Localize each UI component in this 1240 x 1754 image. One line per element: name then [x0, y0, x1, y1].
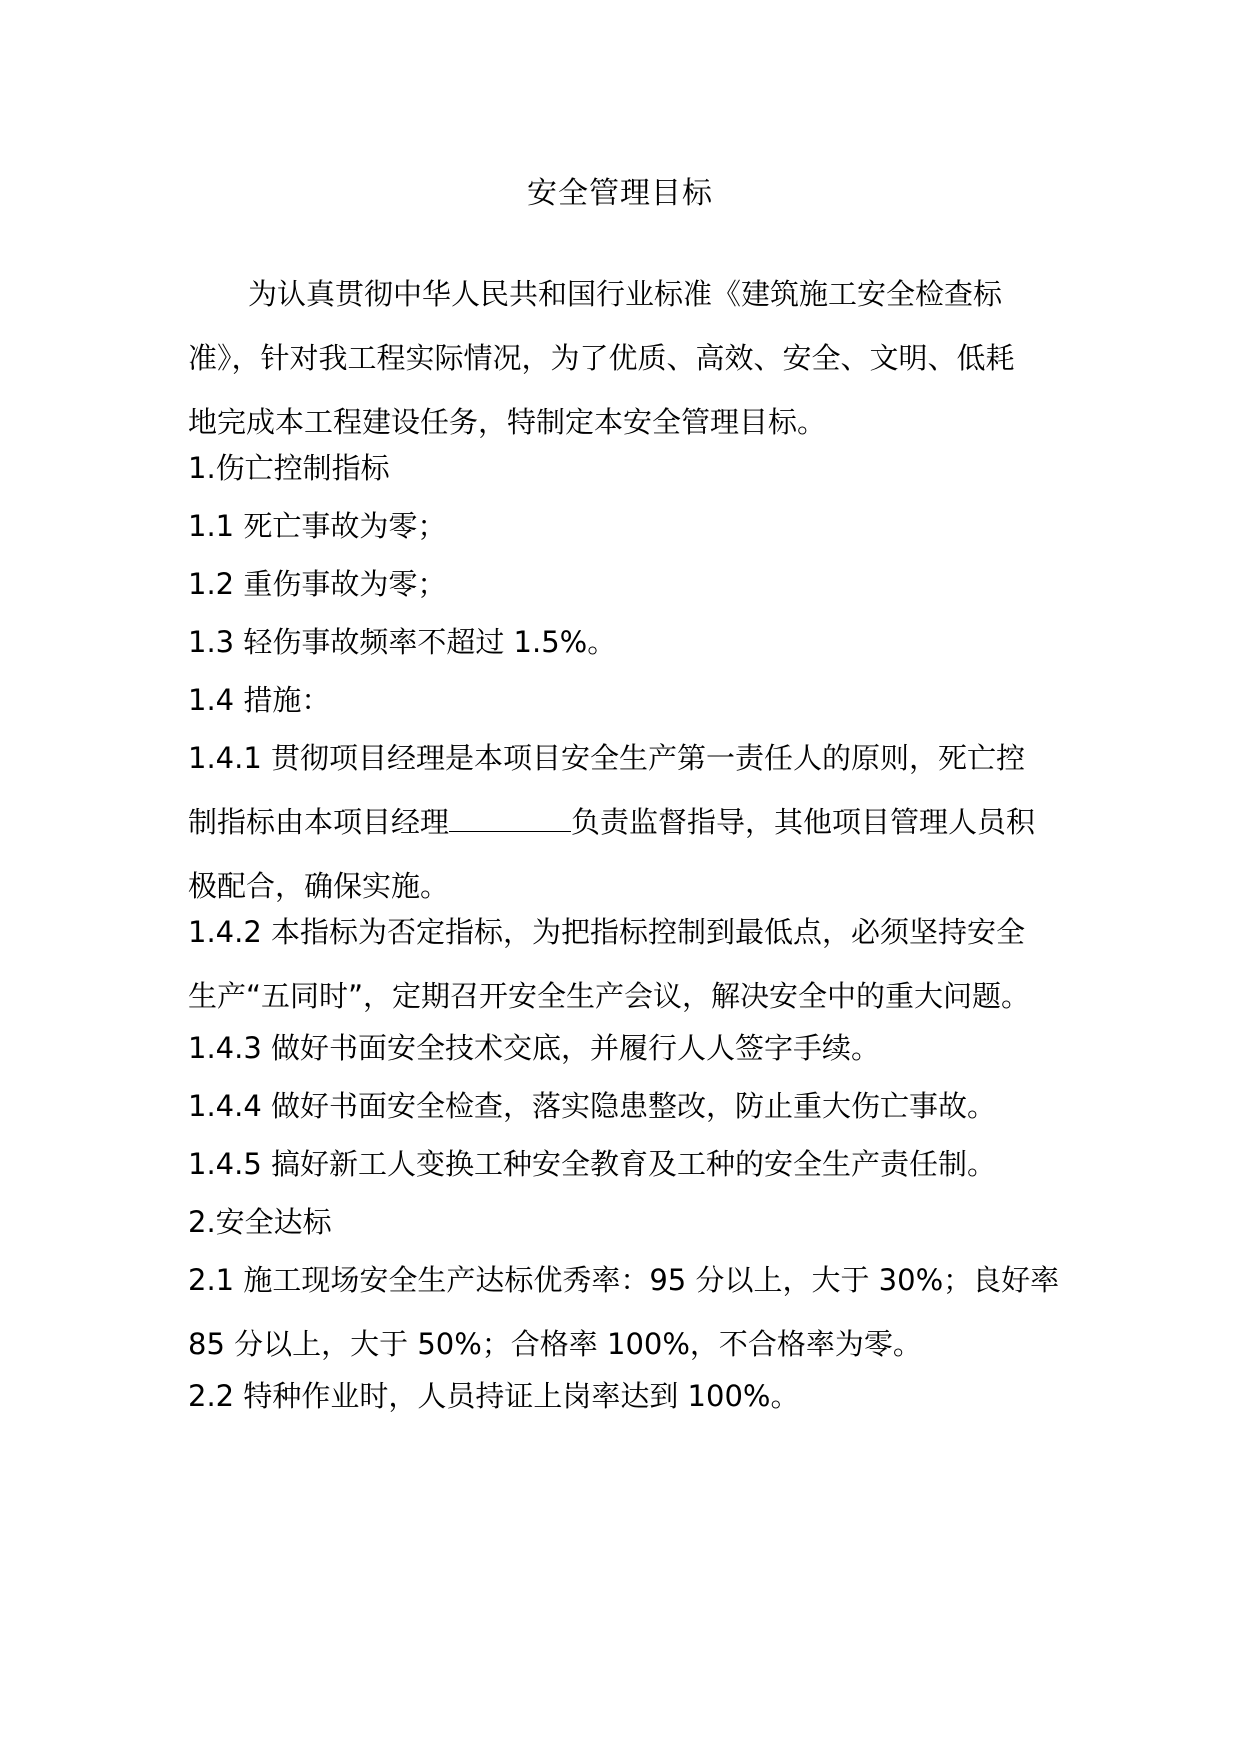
item-2-1 [188, 1248, 1058, 1376]
item-1-4-4: 1.4.4 做好书面安全检查，落实隐患整改，防止重大伤亡事故。 [188, 1089, 997, 1123]
item-1-2: 1.2 重伤事故为零； [188, 567, 447, 601]
item-1-4-1-line-1: 1.4.1 贯彻项目经理是本项目安全生产第一责任人的原则，死亡控 [188, 741, 1026, 775]
item-1-4-5: 1.4.5 搞好新工人变换工种安全教育及工种的安全生产责任制。 [188, 1147, 997, 1181]
item-1-4-1-line-2-before: 制指标由本项目经理 [188, 805, 450, 839]
item-1-4-2-line-1: 1.4.2 本指标为否定指标，为把指标控制到最低点，必须坚持安全 [188, 915, 1026, 949]
item-1-4-1 [188, 726, 1058, 918]
fill-in-blank [449, 805, 571, 832]
item-1-4-2-line-2: 生产“五同时”，定期召开安全生产会议，解决安全中的重大问题。 [188, 979, 1031, 1013]
item-1-4-3: 1.4.3 做好书面安全技术交底，并履行人人签字手续。 [188, 1031, 881, 1065]
intro-line-2: 准》，针对我工程实际情况，为了优质、高效、安全、文明、低耗 [188, 341, 1015, 375]
intro-line-3: 地完成本工程建设任务，特制定本安全管理目标。 [188, 405, 827, 439]
section-1-heading: 1.伤亡控制指标 [188, 451, 390, 485]
document-title: 安全管理目标 [527, 176, 713, 211]
item-1-4: 1.4 措施： [188, 683, 331, 717]
item-1-4-1-line-3: 极配合，确保实施。 [188, 869, 450, 903]
intro-line-1: 为认真贯彻中华人民共和国行业标准《建筑施工安全检查标 [248, 277, 1003, 311]
item-2-2: 2.2 特种作业时，人员持证上岗率达到 100%。 [188, 1379, 800, 1413]
item-2-1-line-2: 85 分以上，大于 50%；合格率 100%，不合格率为零。 [188, 1327, 922, 1361]
item-1-4-2 [188, 900, 1058, 1028]
item-1-4-1-line-2-after: 负责监督指导，其他项目管理人员积 [571, 805, 1036, 839]
item-2-1-line-1: 2.1 施工现场安全生产达标优秀率：95 分以上，大于 30%；良好率 [188, 1263, 1060, 1297]
section-2-heading: 2.安全达标 [188, 1205, 332, 1239]
item-1-3: 1.3 轻伤事故频率不超过 1.5%。 [188, 625, 617, 659]
intro-paragraph [188, 262, 1058, 454]
item-1-1: 1.1 死亡事故为零； [188, 509, 447, 543]
item-1-4-1-line-2 [188, 790, 1058, 854]
